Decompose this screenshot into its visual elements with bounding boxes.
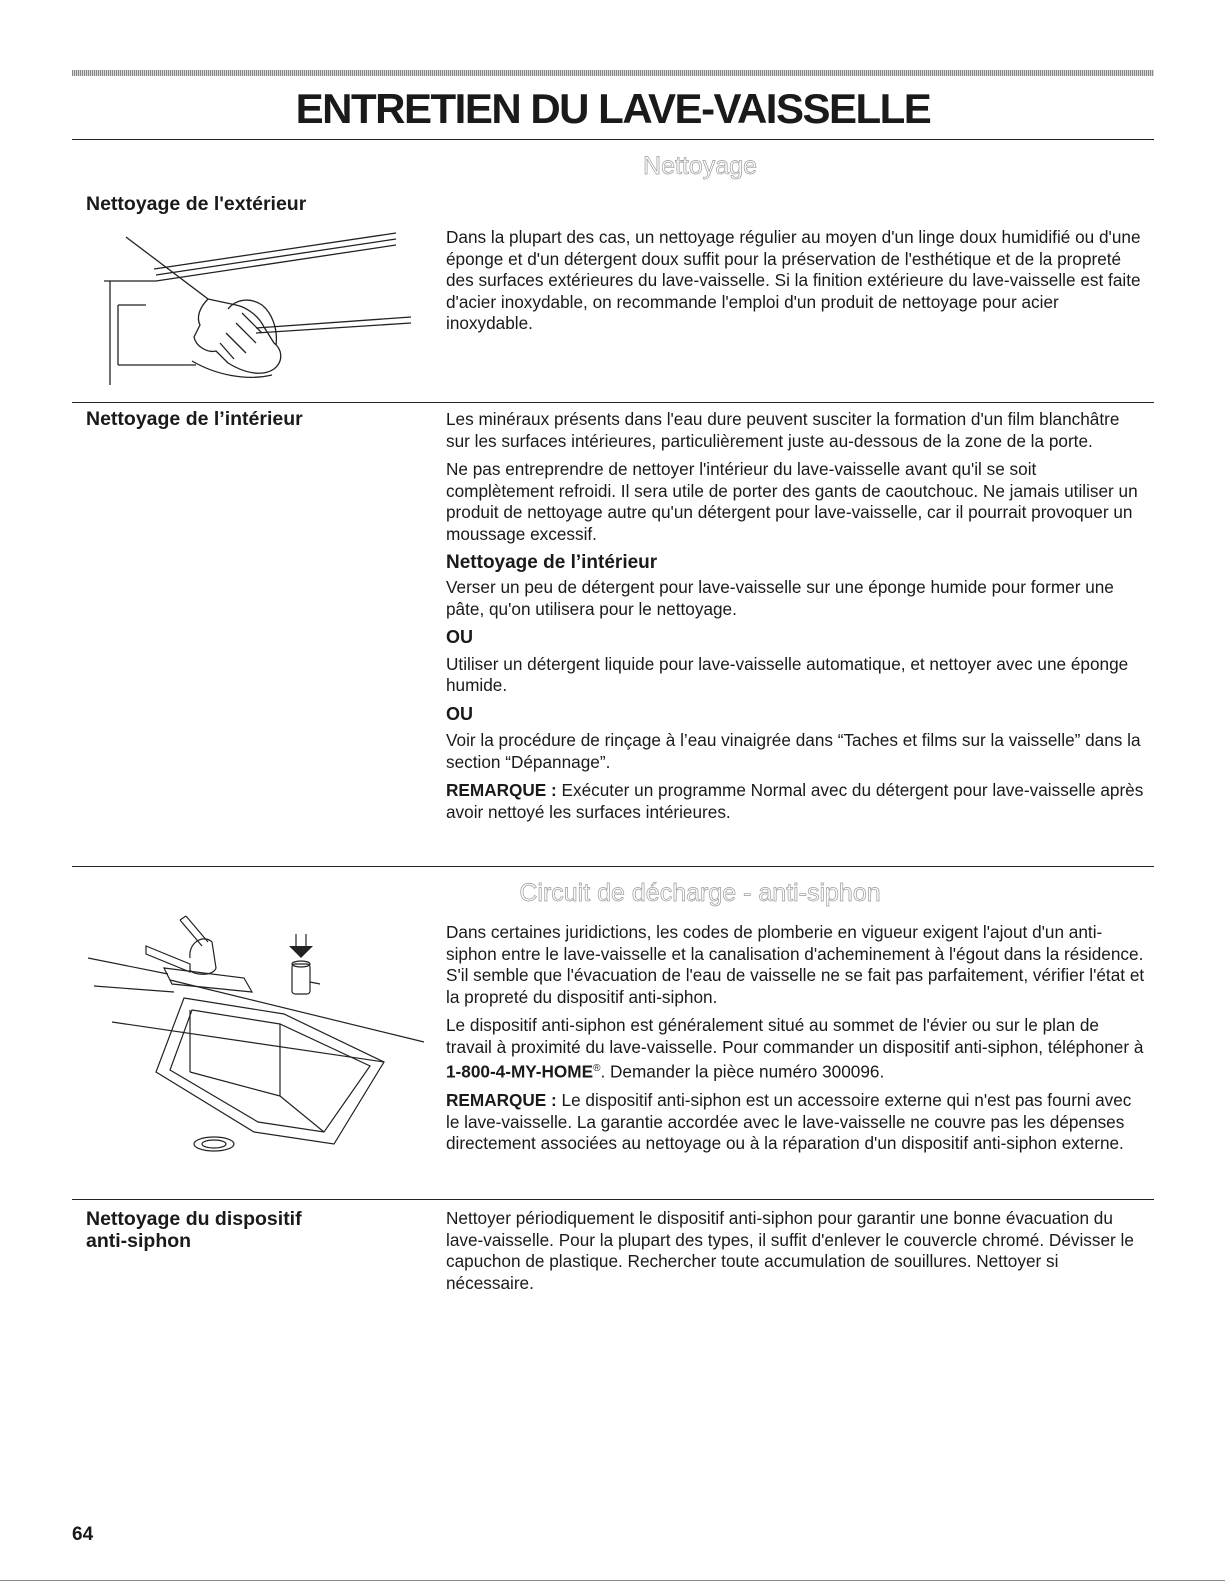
air-gap-text bbox=[446, 922, 1146, 1162]
air-gap-note bbox=[446, 1090, 1146, 1155]
air-gap-cleaning-heading bbox=[86, 1208, 302, 1252]
or-label-2: OU bbox=[446, 703, 473, 724]
exterior-paragraph: Dans la plupart des cas, un nettoyage régulier au moyen d'un linge doux humidifié ou d'une éponge et d'un détergent doux suffit pour la préservation de l'esthétique et de la propreté des surfaces extérieures du lave-vaisselle. Si la finition extérieure du lave-vaisselle est faite d'acier inoxydable, on recommande l'emploi d'un produit de nettoyage pour acier inoxydable. bbox=[446, 227, 1141, 333]
section-title-nettoyage: Nettoyage bbox=[643, 152, 757, 180]
bottom-rule bbox=[0, 1580, 1225, 1581]
air-gap-p2-start: Le dispositif anti-siphon est généralement situé au sommet de l'évier ou sur le plan de travail à proximité du lave-vaisselle. Pour commander un dispositif anti-siphon, téléphoner à bbox=[446, 1015, 1144, 1057]
air-gap-cleaning-text bbox=[446, 1208, 1146, 1301]
interior-note-text: Exécuter un programme Normal avec du détergent pour lave-vaisselle après avoir nettoyé les surfaces intérieures. bbox=[446, 780, 1144, 822]
air-gap-p2-end: . Demander la pièce numéro 300096. bbox=[600, 1061, 885, 1082]
top-dotted-rule bbox=[72, 70, 1154, 76]
air-gap-note-label: REMARQUE : bbox=[446, 1090, 557, 1111]
interior-paragraph-1: Les minéraux présents dans l'eau dure peuvent susciter la formation d'un film blanchâtre sur les surfaces intérieures, particulièrement juste au-dessous de la zone de la porte. bbox=[446, 409, 1120, 451]
divider-air-gap-cleaning bbox=[72, 1199, 1154, 1200]
air-gap-note-text: Le dispositif anti-siphon est un accessoire externe qui n'est pas fourni avec le lave-vaisselle. La garantie accordée avec le lave-vaisselle ne couvre pas les dépenses directement associées au nettoyage ou à la réparation d'un dispositif anti-siphon externe. bbox=[446, 1090, 1132, 1154]
page-number: 64 bbox=[72, 1524, 94, 1545]
air-gap-paragraph-2 bbox=[446, 1015, 1146, 1083]
exterior-heading: Nettoyage de l'extérieur bbox=[86, 193, 307, 215]
interior-paragraph-2: Ne pas entreprendre de nettoyer l'intérieur du lave-vaisselle avant qu'il se soit complètement refroidi. Il sera utile de porter des gants de caoutchouc. Ne jamais utiliser un produit de nettoyage autre qu'un détergent pour lave-vaisselle, car il pourrait provoquer un moussage excessif. bbox=[446, 459, 1138, 544]
interior-paragraph-5: Voir la procédure de rinçage à l’eau vinaigrée dans “Taches et films sur la vaisselle” dans la section “Dépannage”. bbox=[446, 730, 1141, 772]
exterior-cleaning-illustration bbox=[96, 225, 416, 387]
air-gap-cleaning-heading-line-1: Nettoyage du dispositif bbox=[86, 1208, 302, 1230]
exterior-text bbox=[446, 227, 1146, 342]
air-gap-cleaning-paragraph: Nettoyer périodiquement le dispositif anti-siphon pour garantir une bonne évacuation du lave-vaisselle. Pour la plupart des types, il suffit d'enlever le couvercle chromé. Dévisser le capuchon de plastique. Rechercher toute accumulation de souillures. Nettoyer si nécessaire. bbox=[446, 1208, 1134, 1293]
interior-heading: Nettoyage de l’intérieur bbox=[86, 408, 303, 430]
interior-paragraph-4: Utiliser un détergent liquide pour lave-vaisselle automatique, et nettoyer avec une éponge humide. bbox=[446, 653, 1129, 695]
divider-air-gap bbox=[72, 866, 1154, 867]
registered-mark: ® bbox=[593, 1063, 601, 1074]
interior-note bbox=[446, 780, 1146, 823]
air-gap-illustration bbox=[84, 912, 434, 1184]
air-gap-cleaning-heading-line-2: anti-siphon bbox=[86, 1230, 192, 1252]
or-label-1: OU bbox=[446, 627, 473, 647]
phone-number: 1-800-4-MY-HOME bbox=[446, 1061, 594, 1082]
interior-note-label: REMARQUE : bbox=[446, 780, 557, 800]
title-underline bbox=[72, 139, 1154, 140]
interior-paragraph-3: Verser un peu de détergent pour lave-vaisselle sur une éponge humide pour former une pâte, qu'on utilisera pour le nettoyage. bbox=[446, 577, 1114, 619]
divider-interior bbox=[72, 402, 1154, 403]
air-gap-paragraph-1: Dans certaines juridictions, les codes de plomberie en vigueur exigent l'ajout d'un anti-siphon entre le lave-vaisselle et la canalisation d'acheminement à l'égout dans la résidence. S'il semble que l'évacuation de l'eau de vaisselle ne se fait pas parfaitement, vérifier l'état et la propreté du dispositif anti-siphon. bbox=[446, 922, 1145, 1007]
page-title: ENTRETIEN DU LAVE-VAISSELLE bbox=[295, 85, 931, 132]
interior-text bbox=[446, 409, 1146, 830]
interior-subheading: Nettoyage de l’intérieur bbox=[446, 552, 658, 573]
section-title-air-gap: Circuit de décharge - anti-siphon bbox=[519, 879, 881, 907]
